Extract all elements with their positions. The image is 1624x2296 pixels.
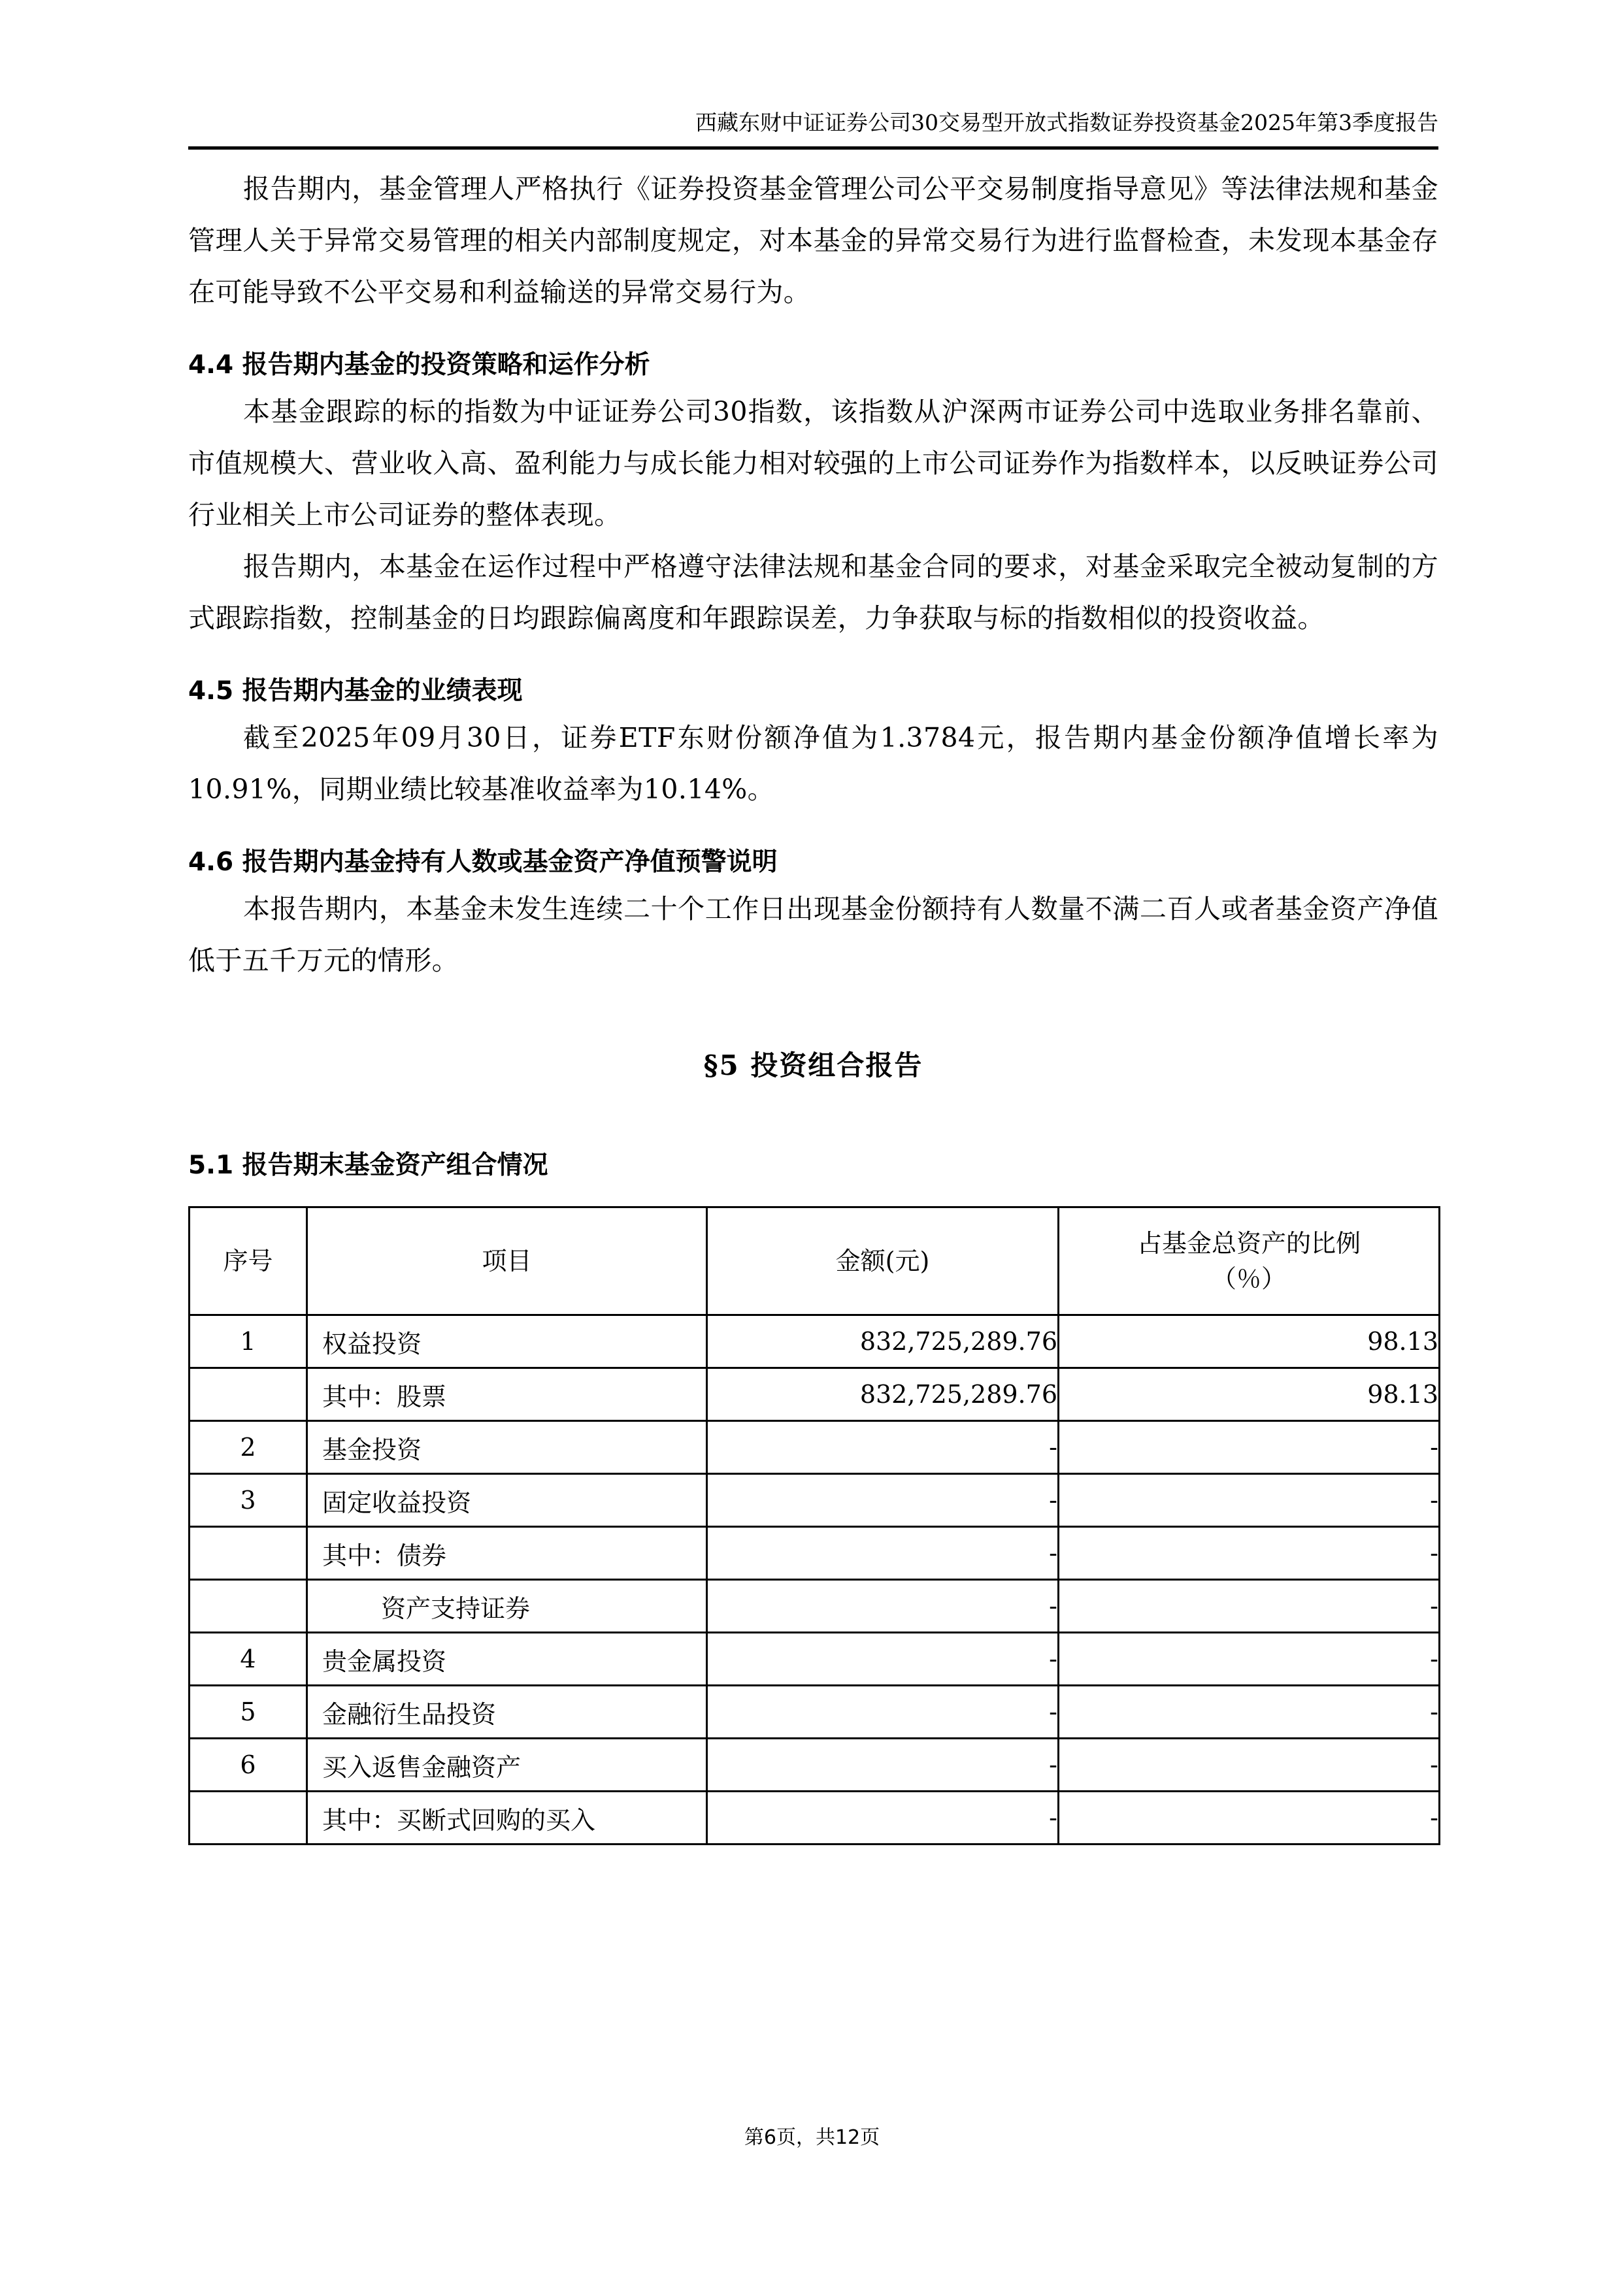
paragraph-4-4-1: 本基金跟踪的标的指数为中证证券公司30指数，该指数从沪深两市证券公司中选取业务排名靠前、市值规模大、营业收入高、盈利能力与成长能力相对较强的上市公司证券作为指数样本，以反映证券公司行业相关上市公司证券的整体表现。 <box>188 396 1438 531</box>
cell-percent: - <box>1059 1686 1440 1739</box>
table-row <box>190 1368 1440 1421</box>
cell-percent: 98.13 <box>1059 1368 1440 1421</box>
cell-item: 买入返售金融资产 <box>307 1739 707 1792</box>
cell-item: 其中：股票 <box>307 1368 707 1421</box>
paragraph-fair-trading: 报告期内，基金管理人严格执行《证券投资基金管理公司公平交易制度指导意见》等法律法规和基金管理人关于异常交易管理的相关内部制度规定，对本基金的异常交易行为进行监督检查，未发现本基金存在可能导致不公平交易和利益输送的异常交易行为。 <box>188 173 1438 308</box>
page-number-label: 第6页，共12页 <box>744 2126 880 2149</box>
cell-percent: - <box>1059 1421 1440 1474</box>
table-row <box>190 1474 1440 1527</box>
cell-item: 其中：债券 <box>307 1527 707 1580</box>
cell-item: 资产支持证券 <box>307 1580 707 1633</box>
cell-no <box>190 1527 307 1580</box>
page-footer <box>0 2121 1624 2150</box>
heading-chapter-5: §5 投资组合报告 <box>703 1049 923 1081</box>
cell-item: 权益投资 <box>307 1315 707 1368</box>
cell-amount: - <box>707 1633 1059 1686</box>
cell-percent: - <box>1059 1527 1440 1580</box>
cell-item: 贵金属投资 <box>307 1633 707 1686</box>
cell-item: 其中：买断式回购的买入 <box>307 1792 707 1845</box>
cell-amount: - <box>707 1686 1059 1739</box>
cell-amount: - <box>707 1580 1059 1633</box>
heading-5-1: 5.1 报告期末基金资产组合情况 <box>188 1151 548 1180</box>
table-row <box>190 1633 1440 1686</box>
cell-amount: - <box>707 1792 1059 1845</box>
page-content <box>188 163 1438 1845</box>
cell-no <box>190 1792 307 1845</box>
table-row <box>190 1315 1440 1368</box>
cell-no: 4 <box>190 1633 307 1686</box>
column-header-no: 序号 <box>190 1207 307 1315</box>
header-rule <box>188 146 1438 150</box>
column-header-amount: 金额(元) <box>707 1207 1059 1315</box>
spacer <box>188 987 1438 1043</box>
heading-4-5: 4.5 报告期内基金的业绩表现 <box>188 676 523 706</box>
table-row <box>190 1686 1440 1739</box>
column-header-percent-unit: （％） <box>1211 1264 1286 1293</box>
cell-percent: - <box>1059 1580 1440 1633</box>
table-row <box>190 1527 1440 1580</box>
table-row <box>190 1580 1440 1633</box>
cell-no: 6 <box>190 1739 307 1792</box>
cell-no: 5 <box>190 1686 307 1739</box>
paragraph-4-6: 本报告期内，本基金未发生连续二十个工作日出现基金份额持有人数量不满二百人或者基金资产净值低于五千万元的情形。 <box>188 893 1438 976</box>
cell-no <box>190 1580 307 1633</box>
paragraph-4-4-2: 报告期内，本基金在运作过程中严格遵守法律法规和基金合同的要求，对基金采取完全被动复制的方式跟踪指数，控制基金的日均跟踪偏离度和年跟踪误差，力争获取与标的指数相似的投资收益。 <box>188 551 1438 634</box>
table-row <box>190 1792 1440 1845</box>
cell-item: 固定收益投资 <box>307 1474 707 1527</box>
heading-4-4: 4.4 报告期内基金的投资策略和运作分析 <box>188 350 650 380</box>
cell-amount: 832,725,289.76 <box>707 1315 1059 1368</box>
table-header-row <box>190 1207 1440 1315</box>
page-header <box>188 110 1438 150</box>
column-header-item: 项目 <box>307 1207 707 1315</box>
cell-amount: - <box>707 1739 1059 1792</box>
spacer <box>188 1089 1438 1145</box>
spacer <box>188 815 1438 842</box>
header-title: 西藏东财中证证券公司30交易型开放式指数证券投资基金2025年第3季度报告 <box>695 110 1438 135</box>
cell-item: 基金投资 <box>307 1421 707 1474</box>
cell-no <box>190 1368 307 1421</box>
cell-item: 金融衍生品投资 <box>307 1686 707 1739</box>
cell-amount: 832,725,289.76 <box>707 1368 1059 1421</box>
table-row <box>190 1421 1440 1474</box>
heading-4-6: 4.6 报告期内基金持有人数或基金资产净值预警说明 <box>188 847 778 877</box>
paragraph-4-5: 截至2025年09月30日，证券ETF东财份额净值为1.3784元，报告期内基金份额净值增长率为10.91%，同期业绩比较基准收益率为10.14%。 <box>188 722 1438 805</box>
spacer <box>188 318 1438 344</box>
cell-no: 2 <box>190 1421 307 1474</box>
cell-amount: - <box>707 1474 1059 1527</box>
portfolio-composition-table <box>188 1206 1440 1845</box>
cell-no: 3 <box>190 1474 307 1527</box>
cell-amount: - <box>707 1421 1059 1474</box>
table-body <box>190 1315 1440 1845</box>
cell-percent: 98.13 <box>1059 1315 1440 1368</box>
cell-no: 1 <box>190 1315 307 1368</box>
cell-percent: - <box>1059 1474 1440 1527</box>
spacer <box>188 644 1438 670</box>
column-header-percent-line1: 占基金总资产的比例 <box>1136 1229 1361 1258</box>
column-header-percent <box>1059 1207 1440 1315</box>
cell-percent: - <box>1059 1633 1440 1686</box>
table-row <box>190 1739 1440 1792</box>
cell-amount: - <box>707 1527 1059 1580</box>
cell-percent: - <box>1059 1739 1440 1792</box>
cell-percent: - <box>1059 1792 1440 1845</box>
